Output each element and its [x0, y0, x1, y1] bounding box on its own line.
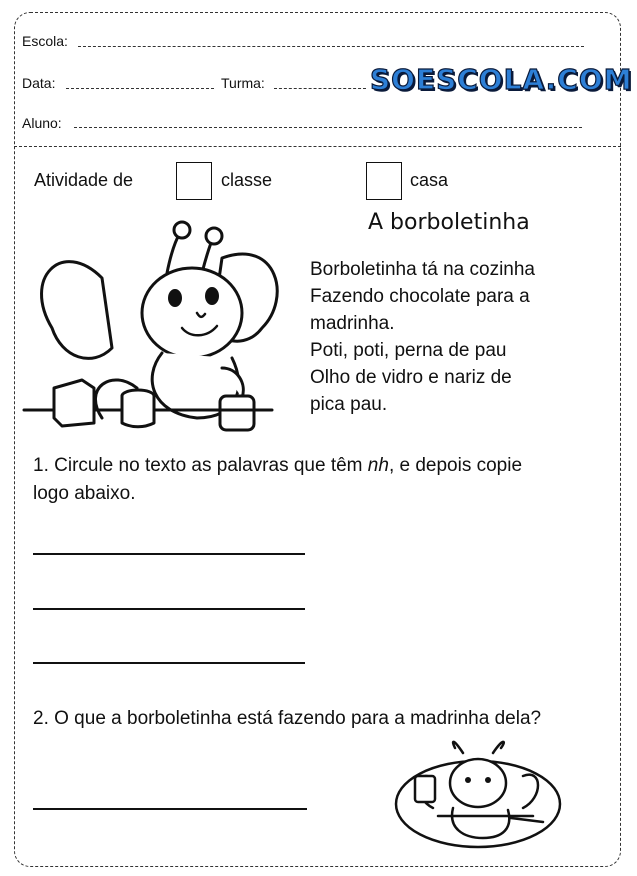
poem-line: pica pau.	[310, 394, 388, 415]
home-checkbox[interactable]	[366, 162, 402, 200]
question-2: 2. O que a borboletinha está fazendo para a madrinha dela?	[33, 708, 542, 729]
school-field[interactable]	[78, 46, 584, 47]
poem-line: Borboletinha tá na cozinha	[310, 259, 535, 280]
poem-line: Olho de vidro e nariz de	[310, 367, 512, 388]
student-label: Aluno:	[22, 115, 62, 131]
answer-line[interactable]	[33, 553, 305, 555]
question-1	[33, 452, 553, 508]
home-option-label: casa	[410, 170, 449, 190]
student-field[interactable]	[74, 127, 582, 128]
answer-line[interactable]	[33, 808, 307, 810]
poem-line: madrinha.	[310, 313, 395, 334]
poem-line: Poti, poti, perna de pau	[310, 340, 507, 361]
poem-title: A borboletinha	[368, 210, 530, 235]
answer-line[interactable]	[33, 662, 305, 664]
question-1-text-start: 1. Circule no texto as palavras que têm	[33, 455, 368, 476]
date-field[interactable]	[66, 88, 214, 89]
small-butterfly-illustration	[393, 738, 563, 850]
class-field[interactable]	[274, 88, 366, 89]
class-label: Turma:	[221, 75, 265, 91]
header-divider	[14, 146, 621, 147]
activity-label: Atividade de	[34, 170, 134, 190]
site-logo: SOESCOLA.COM	[370, 63, 633, 96]
poem-text	[310, 256, 535, 418]
class-checkbox[interactable]	[176, 162, 212, 200]
question-1-text-end: , e depois copie logo abaixo.	[33, 455, 523, 504]
question-1-emphasis: nh	[367, 455, 389, 476]
class-option-label: classe	[221, 170, 273, 190]
school-label: Escola:	[22, 33, 68, 49]
answer-line[interactable]	[33, 608, 305, 610]
poem-line: Fazendo chocolate para a	[310, 286, 530, 307]
date-label: Data:	[22, 75, 56, 91]
butterfly-illustration	[22, 218, 290, 438]
